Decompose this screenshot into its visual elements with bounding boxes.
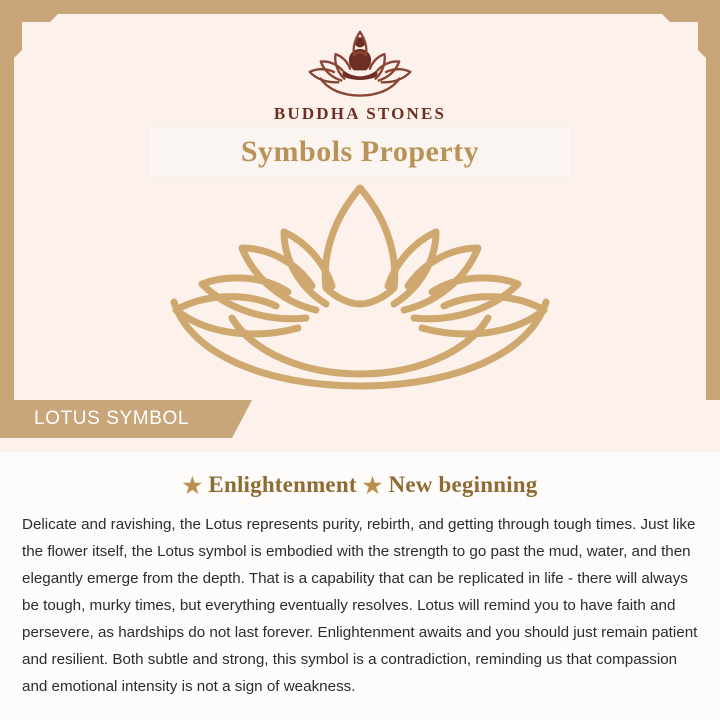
title-band <box>148 127 572 177</box>
star-right-icon: ★ <box>362 473 383 498</box>
headline <box>0 472 720 499</box>
brand-block <box>0 26 720 124</box>
ribbon-label: LOTUS SYMBOL <box>34 408 190 429</box>
star-left-icon: ★ <box>182 473 203 498</box>
ribbon-tail <box>232 400 252 438</box>
lotus-symbol-ribbon <box>0 400 232 438</box>
frame-top-bar <box>0 0 720 14</box>
headline-part-one: Enlightenment <box>208 472 357 497</box>
page-title: Symbols Property <box>240 135 480 168</box>
brand-name: BUDDHA STONES <box>273 104 447 123</box>
lotus-meditation-icon <box>285 26 435 100</box>
lotus-flower-illustration <box>140 182 580 392</box>
description-panel <box>0 452 720 720</box>
description-paragraph: Delicate and ravishing, the Lotus represents purity, rebirth, and getting through tough times. Just like the flower itself, the Lotus symbol is embodied with the strength to go past the mud, water, and then elegantly emerge from the depth. That is a capability that can be replicated in life - there will always be tough, murky times, but everything eventually resolves. Lotus will remind you to have faith and persevere, as hardships do not last forever. Enlightenment awaits and you should just remain patient and resilient. Both subtle and strong, this symbol is a contradiction, reminding us that compassion and emotional intensity is not a sign of weakness. <box>22 516 698 695</box>
headline-part-two: New beginning <box>388 472 538 497</box>
